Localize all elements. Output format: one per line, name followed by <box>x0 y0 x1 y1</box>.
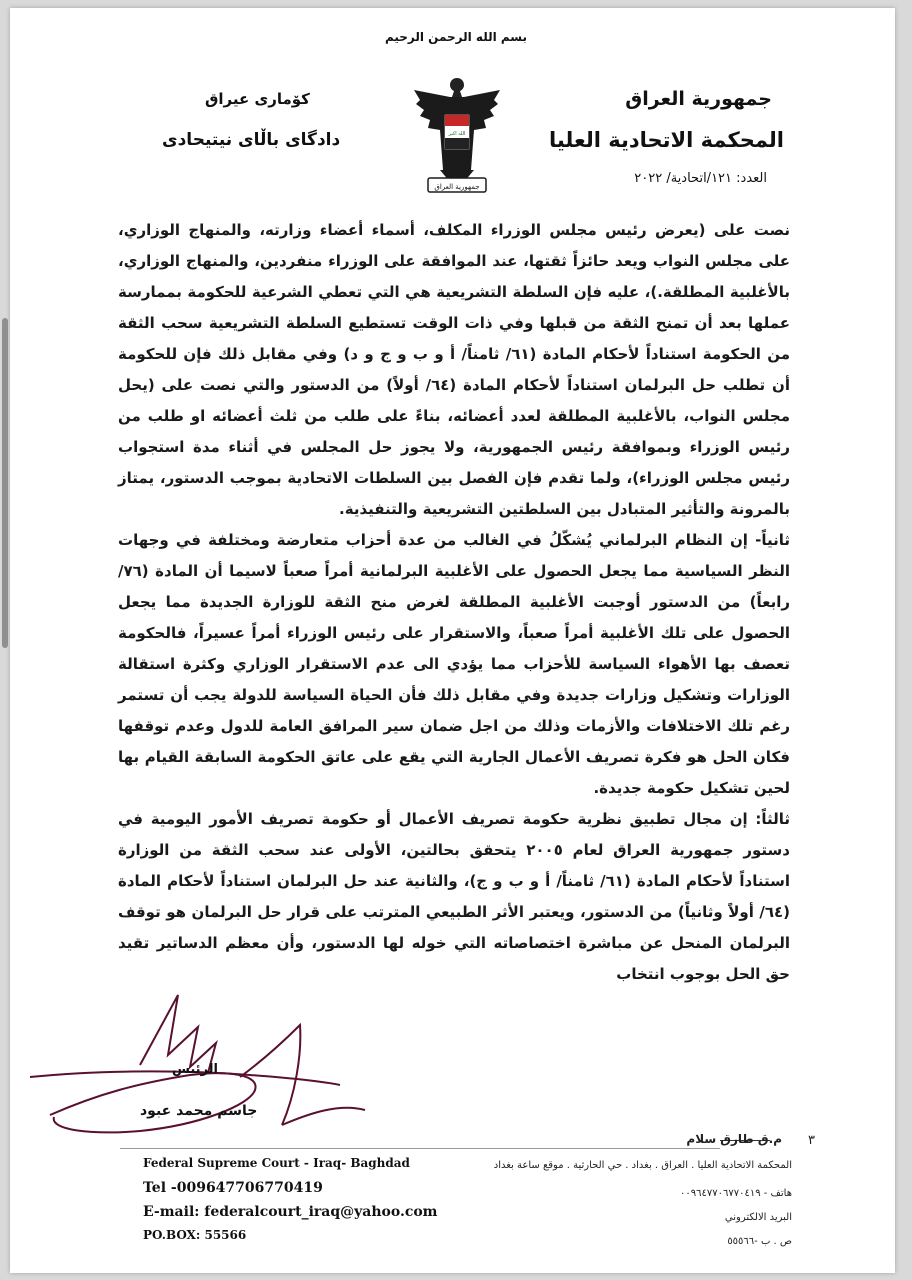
signature-name: جاسم محمد عبود <box>140 1103 258 1119</box>
case-number: العدد: ١٢١/اتحادية/ ٢٠٢٢ <box>634 171 767 186</box>
emblem-flag-text: الله اكبر <box>448 131 466 137</box>
footer-phone-ar: هاتف - ٠٠٩٦٤٧٧٠٦٧٧٠٤١٩ <box>680 1188 792 1199</box>
signer-name: م.ق طارق سلام <box>686 1132 782 1146</box>
footer-divider <box>120 1148 720 1149</box>
basmala: بسم الله الرحمن الرحيم <box>384 30 528 44</box>
paragraph: نصت على (يعرض رئيس مجلس الوزراء المكلف، أسماء أعضاء وزارته، والمنهاج الوزاري، على مجلس النواب ويعد حائزاً ثقتها، عند الموافقة على الوزراء منفردين، والمنهاج الوزاري، بالأغلبية المطلقة.)، عليه فإن السلطة التشريعية هي التي تعطي الشرعية للحكومة بممارسة عملها بعد أن تمنح الثقة من قبلها وفي ذات الوقت تستطيع السلطة التشريعية سحب الثقة من الحكومة استناداً لأحكام المادة (٦١/ ثامناً/ أ و ب و ج و د) وفي مقابل ذلك فإن للحكومة أن تطلب حل البرلمان استناداً لأحكام المادة (٦٤/ أولاً) من الدستور والتي نصت على (يحل مجلس النواب، بالأغلبية المطلقة لعدد أعضائه، بناءً على طلب من ثلث أعضائه او طلب من رئيس الوزراء وبموافقة رئيس الجمهورية، ولا يجوز حل المجلس في أثناء مدة استجواب رئيس مجلس الوزراء)، ولما تقدم فإن الفصل بين السلطات الاتحادية بموجب الدستور، يمتاز بالمرونة والتأثير المتبادل بين السلطتين التشريعية والتنفيذية. <box>118 221 790 518</box>
footer-pobox-en: PO.BOX: 55566 <box>143 1228 247 1242</box>
paragraph: ثانياً- إن النظام البرلماني يُشكّلُ في الغالب من عدة أحزاب متعارضة ومختلفة في وجهات النظر السياسية مما يجعل الحصول على الأغلبية البرلمانية أمراً صعباً لاسيما أن المادة (٧٦/رابعاً) من الدستور أوجبت الأغلبية المطلقة لغرض منح الثقة للوزارة الجديدة مما يجعل الحصول على تلك الأغلبية أمراً صعباً، والاستقرار على رئيس الوزراء أمراً عسيراً، فالحكومة تعصف بها الأهواء السياسة للأحزاب مما يؤدي الى عدم الاستقرار الوزاري وكثرة استقالة الوزارات وتشكيل وزارات جديدة وفي مقابل ذلك فأن الحياة السياسة للدولة يجب أن تستمر رغم تلك الاختلافات والأزمات وذلك من اجل ضمان سير المرافق العامة للدول وعدم توقفها فكان الحل هو فكرة تصريف الأعمال الجارية التي يقع على عاتق الحكومة السابقة القيام بها لحين تشكيل حكومة جديدة. <box>118 531 790 797</box>
header-country-ku: كۆماری عیراق <box>205 90 310 108</box>
scrollbar[interactable] <box>2 318 8 648</box>
signature-title: الرئيس <box>172 1062 218 1077</box>
header-court-ar: المحكمة الاتحادية العليا <box>548 128 784 152</box>
footer-tel-en: Tel -009647706770419 <box>143 1180 323 1196</box>
footer-email-en: E-mail: federalcourt_iraq@yahoo.com <box>143 1204 438 1220</box>
document-body <box>118 215 790 990</box>
footer-pobox-ar: ص . ب -٥٥٥٦٦ <box>727 1236 792 1247</box>
footer-email-ar: البريد الالكتروني <box>724 1212 792 1223</box>
footer-address-ar: المحكمة الاتحادية العليا . العراق . بغداد . حي الحارثية . موقع ساعة بغداد <box>493 1160 792 1171</box>
header-country-ar: جمهورية العراق <box>625 88 772 110</box>
footer-court-en: Federal Supreme Court - Iraq- Baghdad <box>143 1156 410 1170</box>
header-court-ku: دادگای باڵای نیتیحادی <box>162 130 341 150</box>
emblem-text: جمهورية العراق <box>434 183 480 191</box>
page-number: ٣ <box>808 1133 815 1148</box>
eagle-emblem-icon <box>410 70 505 195</box>
paragraph: ثالثاً: إن مجال تطبيق نظرية حكومة تصريف الأعمال أو حكومة تصريف الأمور اليومية في دستور جمهورية العراق لعام ٢٠٠٥ يتحقق بحالتين، الأولى عند سحب الثقة من الوزارة استناداً لأحكام المادة (٦١/ ثامناً/ أ و ب و ج)، والثانية عند حل البرلمان استناداً لأحكام المادة (٦٤/ أولاً وثانياً) من الدستور، ويعتبر الأثر الطبيعي المترتب على قرار حل البرلمان هو توقف البرلمان المنحل عن مباشرة اختصاصاته التي خوله لها الدستور، وأن معظم الدساتير تقيد حق الحل بوجوب انتخاب <box>118 810 791 983</box>
